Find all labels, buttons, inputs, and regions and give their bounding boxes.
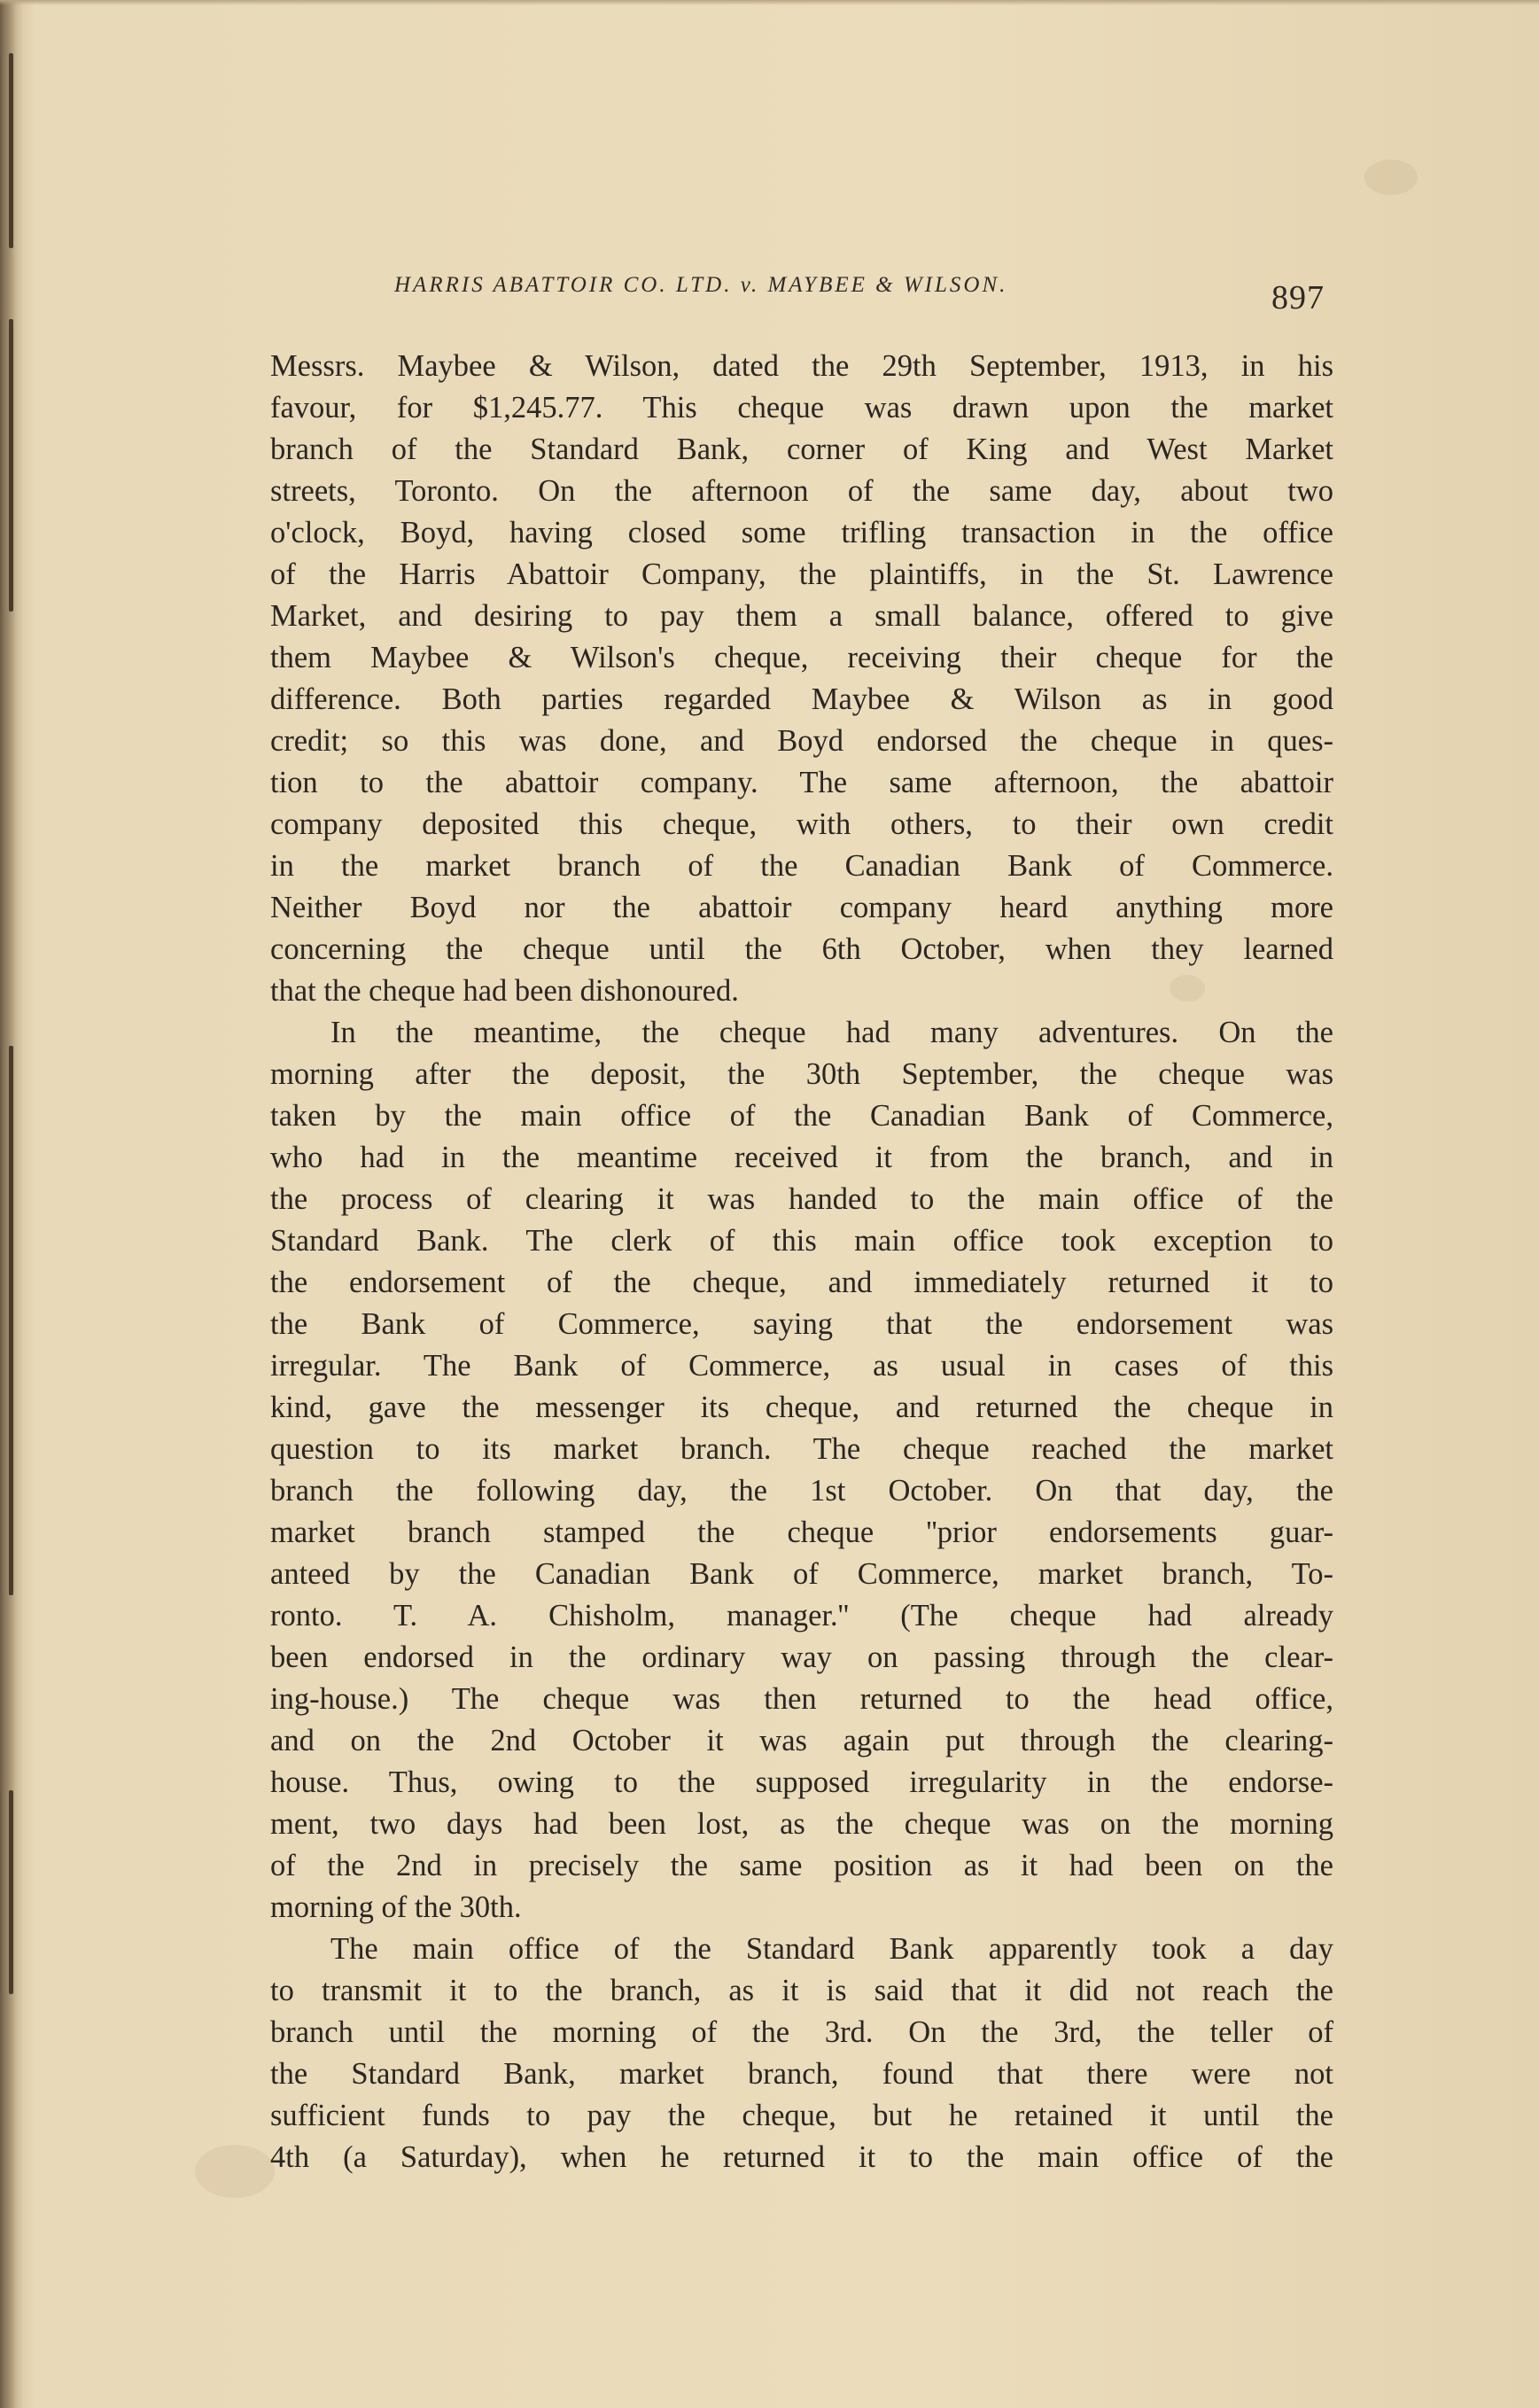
text-line: irregular. The Bank of Commerce, as usual in cases of this bbox=[270, 1349, 1333, 1383]
text-line: branch of the Standard Bank, corner of King and West Market bbox=[270, 433, 1333, 466]
text-line: morning after the deposit, the 30th September, the cheque was bbox=[270, 1057, 1333, 1091]
text-line: tion to the abattoir company. The same afternoon, the abattoir bbox=[270, 766, 1333, 799]
text-line: credit; so this was done, and Boyd endorsed the cheque in ques- bbox=[270, 724, 1333, 758]
text-line: branch the following day, the 1st October. On that day, the bbox=[270, 1474, 1333, 1508]
text-line: and on the 2nd October it was again put through the clearing- bbox=[270, 1724, 1333, 1757]
body-text bbox=[270, 346, 1333, 2178]
text-line: Messrs. Maybee & Wilson, dated the 29th September, 1913, in his bbox=[270, 349, 1333, 383]
running-header bbox=[394, 266, 1325, 319]
text-line: The main office of the Standard Bank apparently took a day bbox=[330, 1932, 1333, 1966]
page-top-edge bbox=[0, 0, 1539, 5]
text-line: been endorsed in the ordinary way on passing through the clear- bbox=[270, 1640, 1333, 1674]
text-line: taken by the main office of the Canadian Bank of Commerce, bbox=[270, 1099, 1333, 1133]
text-line: who had in the meantime received it from the branch, and in bbox=[270, 1141, 1333, 1174]
page-number: 897 bbox=[1271, 279, 1325, 316]
text-line: sufficient funds to pay the cheque, but he retained it until the bbox=[270, 2099, 1333, 2132]
text-line: in the market branch of the Canadian Bank of Commerce. bbox=[270, 849, 1333, 883]
text-line: ing-house.) The cheque was then returned to the head office, bbox=[270, 1682, 1333, 1716]
text-line: the endorsement of the cheque, and immediately returned it to bbox=[270, 1266, 1333, 1299]
text-line: In the meantime, the cheque had many adventures. On the bbox=[330, 1016, 1333, 1049]
paragraph bbox=[270, 1929, 1333, 2178]
text-line: question to its market branch. The cheque reached the market bbox=[270, 1432, 1333, 1466]
text-line: them Maybee & Wilson's cheque, receiving their cheque for the bbox=[270, 641, 1333, 674]
binding-mark bbox=[9, 53, 13, 248]
text-line: company deposited this cheque, with others, to their own credit bbox=[270, 807, 1333, 841]
binding-mark bbox=[9, 1046, 13, 1595]
text-line: anteed by the Canadian Bank of Commerce, market branch, To- bbox=[270, 1557, 1333, 1591]
text-line: o'clock, Boyd, having closed some trifling transaction in the office bbox=[270, 516, 1333, 549]
text-line: morning of the 30th. bbox=[270, 1890, 522, 1924]
text-line: of the Harris Abattoir Company, the plaintiffs, in the St. Lawrence bbox=[270, 557, 1333, 591]
text-line: Standard Bank. The clerk of this main office took exception to bbox=[270, 1224, 1333, 1258]
text-line: Market, and desiring to pay them a small balance, offered to give bbox=[270, 599, 1333, 633]
text-line: of the 2nd in precisely the same position as it had been on the bbox=[270, 1849, 1333, 1882]
text-line: branch until the morning of the 3rd. On the 3rd, the teller of bbox=[270, 2015, 1333, 2049]
running-title: HARRIS ABATTOIR CO. LTD. v. MAYBEE & WILSON. bbox=[394, 273, 1008, 297]
text-line: the Bank of Commerce, saying that the endorsement was bbox=[270, 1307, 1333, 1341]
text-line: house. Thus, owing to the supposed irregularity in the endorse- bbox=[270, 1765, 1333, 1799]
binding-mark bbox=[9, 319, 13, 612]
text-line: kind, gave the messenger its cheque, and returned the cheque in bbox=[270, 1391, 1333, 1424]
paragraph bbox=[270, 346, 1333, 1012]
paragraph bbox=[270, 1012, 1333, 1929]
text-line: the Standard Bank, market branch, found that there were not bbox=[270, 2057, 1333, 2091]
binding-mark bbox=[9, 1790, 13, 1994]
text-line: concerning the cheque until the 6th October, when they learned bbox=[270, 932, 1333, 966]
text-line: market branch stamped the cheque ''prior endorsements guar- bbox=[270, 1516, 1333, 1549]
text-line: Neither Boyd nor the abattoir company heard anything more bbox=[270, 891, 1333, 924]
text-line: ronto. T. A. Chisholm, manager.'' (The cheque had already bbox=[270, 1599, 1333, 1633]
text-line: difference. Both parties regarded Maybee & Wilson as in good bbox=[270, 682, 1333, 716]
text-line: the process of clearing it was handed to the main office of the bbox=[270, 1182, 1333, 1216]
paper-stain bbox=[1364, 160, 1418, 195]
text-line: streets, Toronto. On the afternoon of the same day, about two bbox=[270, 474, 1333, 508]
text-line: ment, two days had been lost, as the cheque was on the morning bbox=[270, 1807, 1333, 1841]
text-line: to transmit it to the branch, as it is said that it did not reach the bbox=[270, 1974, 1333, 2007]
text-line: that the cheque had been dishonoured. bbox=[270, 974, 739, 1008]
text-line: favour, for $1,245.77. This cheque was drawn upon the market bbox=[270, 391, 1333, 425]
text-line: 4th (a Saturday), when he returned it to the main office of the bbox=[270, 2140, 1333, 2174]
paper-stain bbox=[195, 2145, 275, 2198]
